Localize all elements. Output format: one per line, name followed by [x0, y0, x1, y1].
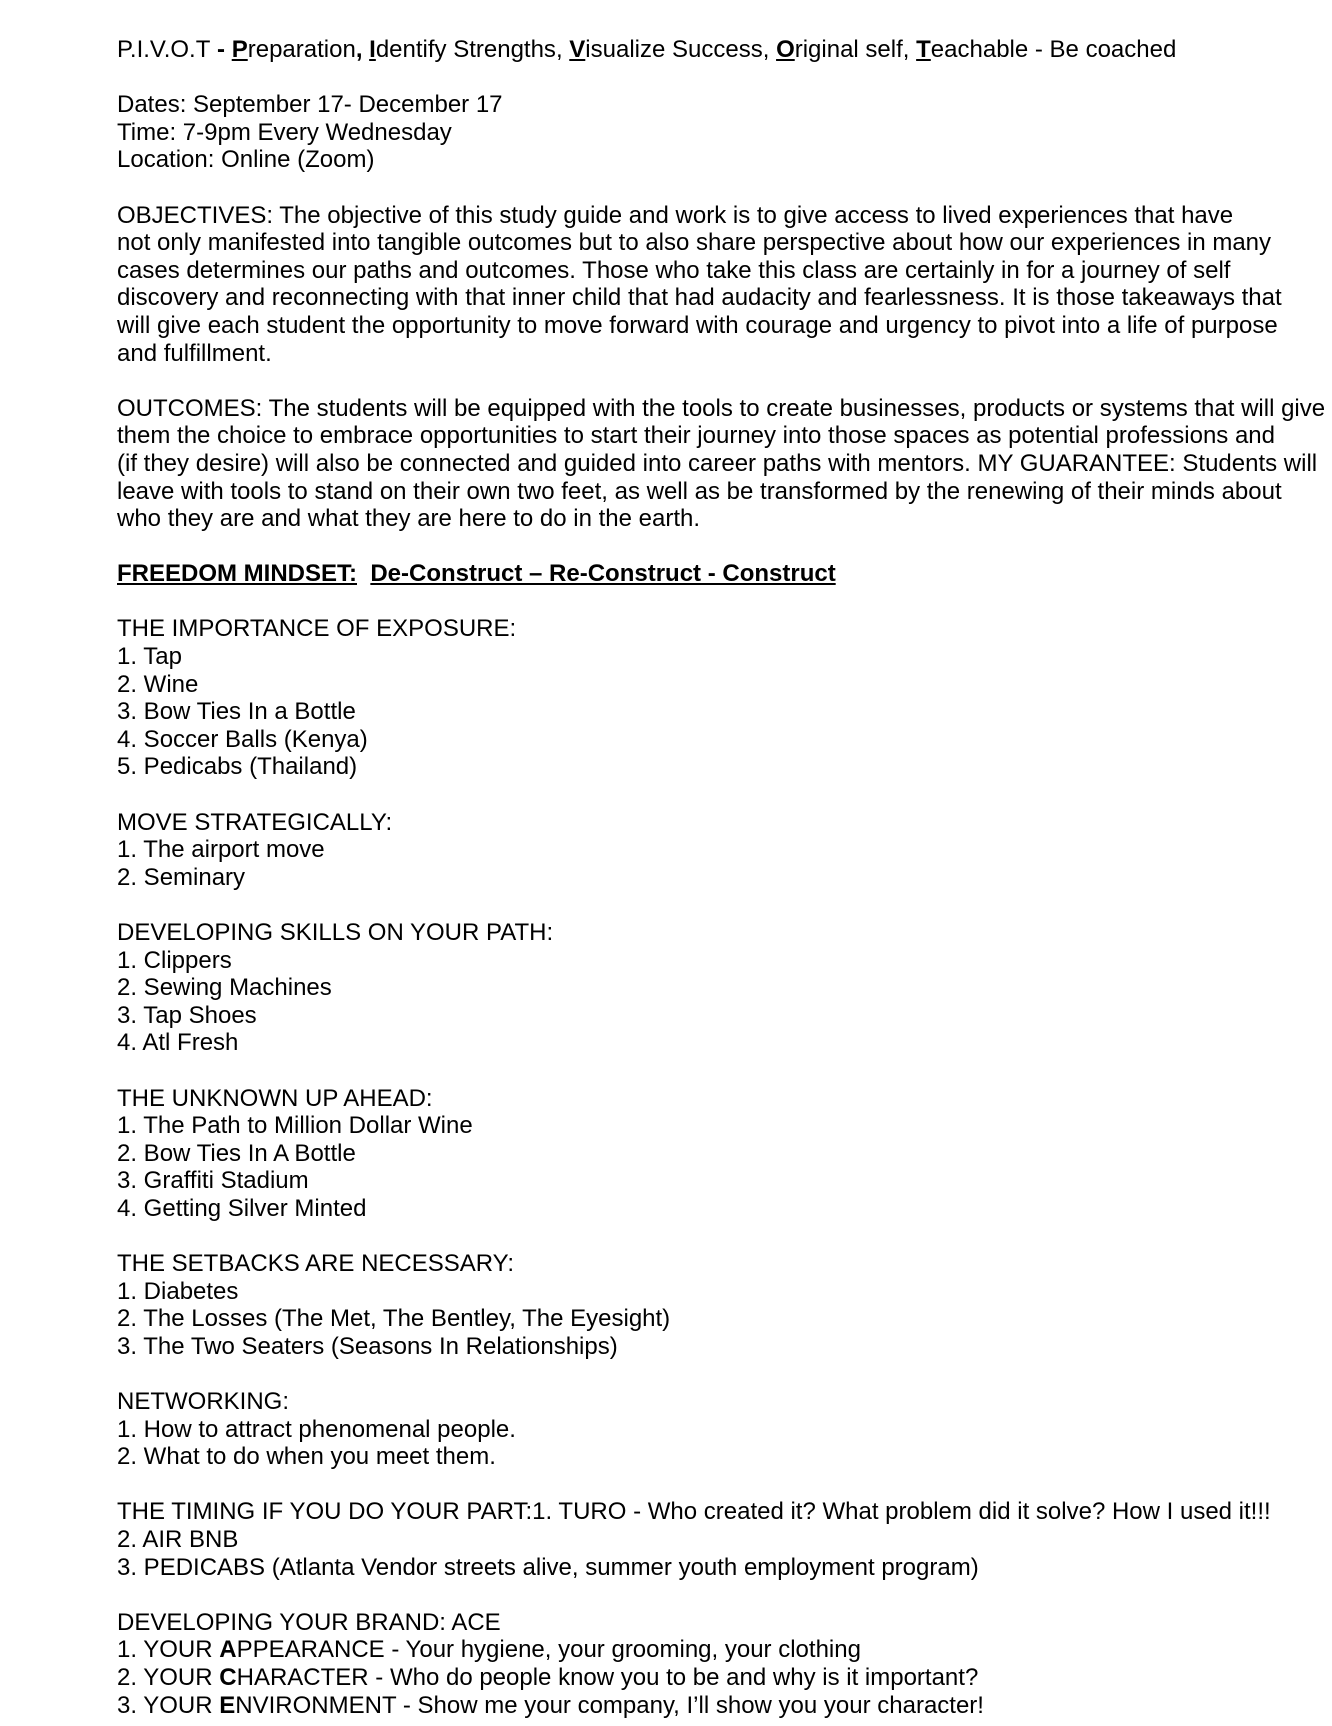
- section-heading: DEVELOPING YOUR BRAND: ACE: [117, 1608, 501, 1636]
- spacer: [117, 1361, 1332, 1389]
- pivot-prefix: P.I.V.O.T: [117, 36, 211, 63]
- spacer: [117, 891, 1332, 919]
- brand-item-text: HARACTER - Who do people know you to be and why is it important?: [236, 1664, 979, 1692]
- list-item: 3. PEDICABS (Atlanta Vendor streets alive, summer youth employment program): [117, 1553, 979, 1581]
- brand-item-prefix: 1. YOUR: [117, 1636, 220, 1664]
- freedom-mindset-spacer: [357, 560, 370, 587]
- spacer: [117, 1581, 1332, 1609]
- paragraph-line: discovery and reconnecting with that inner child that had audacity and fearlessness. It is those takeaways that: [117, 284, 1282, 312]
- list-item: 1. Tap: [117, 643, 182, 671]
- paragraph-line: OUTCOMES: The students will be equipped with the tools to create businesses, products or systems that will give: [117, 394, 1326, 422]
- pivot-rest-i: dentify Strengths: [375, 36, 556, 63]
- spacer: [117, 533, 1332, 561]
- location-line: Location: Online (Zoom): [117, 146, 375, 174]
- brand-item-initial: C: [219, 1664, 237, 1692]
- section-heading: NETWORKING:: [117, 1388, 289, 1416]
- list-item: 1. The Path to Million Dollar Wine: [117, 1112, 473, 1140]
- list-item: 3. The Two Seaters (Seasons In Relationships): [117, 1332, 618, 1360]
- list-item: [117, 1692, 1332, 1720]
- pivot-sep: ,: [902, 36, 917, 63]
- spacer: [117, 1223, 1332, 1251]
- list-item: 1. The airport move: [117, 836, 325, 864]
- spacer: [117, 367, 1332, 395]
- list-item: 1. How to attract phenomenal people.: [117, 1415, 516, 1443]
- section-heading: THE TIMING IF YOU DO YOUR PART:1. TURO - Who created it? What problem did it solve? How I used it!!!: [117, 1498, 1271, 1526]
- paragraph-line: who they are and what they are here to do in the earth.: [117, 505, 701, 533]
- pivot-dash: -: [210, 36, 232, 63]
- dates-line: Dates: September 17- December 17: [117, 91, 503, 119]
- list-item: 2. Wine: [117, 670, 199, 698]
- section-setbacks: [117, 1250, 1332, 1360]
- pivot-rest-v: isualize Success: [585, 36, 763, 63]
- section-heading: DEVELOPING SKILLS ON YOUR PATH:: [117, 919, 554, 946]
- pivot-initial-p: P: [231, 36, 248, 63]
- pivot-line: [117, 36, 1332, 64]
- spacer: [117, 781, 1332, 809]
- pivot-sep: ,: [762, 36, 777, 63]
- list-item: 5. Pedicabs (Thailand): [117, 753, 358, 781]
- spacer: [117, 588, 1332, 616]
- section-unknown: [117, 1085, 1332, 1223]
- list-item: 1. Diabetes: [117, 1277, 239, 1305]
- list-item: 4. Soccer Balls (Kenya): [117, 725, 368, 753]
- list-item: 1. Clippers: [117, 946, 232, 974]
- brand-item-prefix: 2. YOUR: [117, 1664, 220, 1692]
- section-heading: THE IMPORTANCE OF EXPOSURE:: [117, 615, 517, 643]
- section-heading: MOVE STRATEGICALLY:: [117, 808, 393, 836]
- section-heading: THE SETBACKS ARE NECESSARY:: [117, 1250, 515, 1278]
- list-item: 4. Atl Fresh: [117, 1029, 239, 1057]
- brand-item-initial: A: [219, 1636, 237, 1664]
- list-item: [117, 1636, 1332, 1664]
- pivot-initial-t: T: [916, 36, 931, 63]
- spacer: [117, 64, 1332, 92]
- freedom-mindset-value: De-Construct – Re-Construct - Construct: [370, 560, 836, 588]
- list-item: [117, 1664, 1332, 1692]
- list-item: 2. AIR BNB: [117, 1526, 239, 1554]
- section-timing: [117, 1498, 1332, 1581]
- list-item: 3. Bow Ties In a Bottle: [117, 698, 356, 726]
- list-item: 3. Graffiti Stadium: [117, 1167, 309, 1195]
- brand-item-prefix: 3. YOUR: [117, 1691, 220, 1719]
- paragraph-line: (if they desire) will also be connected and guided into career paths with mentors. MY GUARANTEE: Students will: [117, 449, 1318, 477]
- paragraph-line: will give each student the opportunity to move forward with courage and urgency to pivot into a life of purpose: [117, 311, 1278, 339]
- paragraph-line: OBJECTIVES: The objective of this study guide and work is to give access to lived experiences that have: [117, 201, 1234, 229]
- list-item: 2. What to do when you meet them.: [117, 1443, 496, 1471]
- pivot-initial-o: O: [776, 36, 795, 63]
- spacer: [117, 1471, 1332, 1499]
- pivot-initial-v: V: [569, 36, 586, 63]
- section-heading: THE UNKNOWN UP AHEAD:: [117, 1084, 433, 1112]
- brand-item-text: PPEARANCE - Your hygiene, your grooming, your clothing: [236, 1636, 861, 1664]
- pivot-sep: ,: [355, 36, 370, 63]
- brand-item-text: NVIRONMENT - Show me your company, I’ll show you your character!: [235, 1691, 984, 1719]
- objectives-paragraph: [117, 202, 1332, 368]
- pivot-sep: ,: [555, 36, 570, 63]
- list-item: 3. Tap Shoes: [117, 1001, 257, 1029]
- section-brand: [117, 1609, 1332, 1719]
- pivot-rest-p: reparation: [247, 36, 356, 63]
- section-skills: [117, 919, 1332, 1057]
- brand-item-initial: E: [219, 1691, 236, 1719]
- list-item: 2. Bow Ties In A Bottle: [117, 1139, 356, 1167]
- outcomes-paragraph: [117, 395, 1332, 533]
- paragraph-line: leave with tools to stand on their own two feet, as well as be transformed by the renewing of their minds about: [117, 477, 1282, 505]
- list-item: 2. Sewing Machines: [117, 974, 332, 1002]
- list-item: 4. Getting Silver Minted: [117, 1194, 367, 1222]
- document-page: [117, 36, 1332, 1719]
- section-networking: [117, 1388, 1332, 1471]
- pivot-rest-t: eachable: [930, 36, 1029, 63]
- pivot-rest-o: riginal self: [794, 36, 903, 63]
- spacer: [117, 174, 1332, 202]
- spacer: [117, 1057, 1332, 1085]
- paragraph-line: and fulfillment.: [117, 339, 272, 367]
- section-exposure: [117, 615, 1332, 781]
- list-item: 2. The Losses (The Met, The Bentley, The Eyesight): [117, 1305, 671, 1333]
- freedom-mindset-heading: [117, 560, 1332, 588]
- freedom-mindset-label: FREEDOM MINDSET:: [117, 560, 357, 588]
- pivot-suffix: - Be coached: [1028, 36, 1177, 63]
- paragraph-line: not only manifested into tangible outcomes but to also share perspective about how our experiences in many: [117, 229, 1272, 257]
- paragraph-line: cases determines our paths and outcomes. Those who take this class are certainly in for a journey of self: [117, 256, 1231, 284]
- list-item: 2. Seminary: [117, 863, 246, 891]
- paragraph-line: them the choice to embrace opportunities to start their journey into those spaces as potential professions and: [117, 422, 1275, 450]
- time-line: Time: 7-9pm Every Wednesday: [117, 118, 452, 146]
- pivot-initial-i: I: [369, 36, 376, 63]
- section-strategic: [117, 809, 1332, 892]
